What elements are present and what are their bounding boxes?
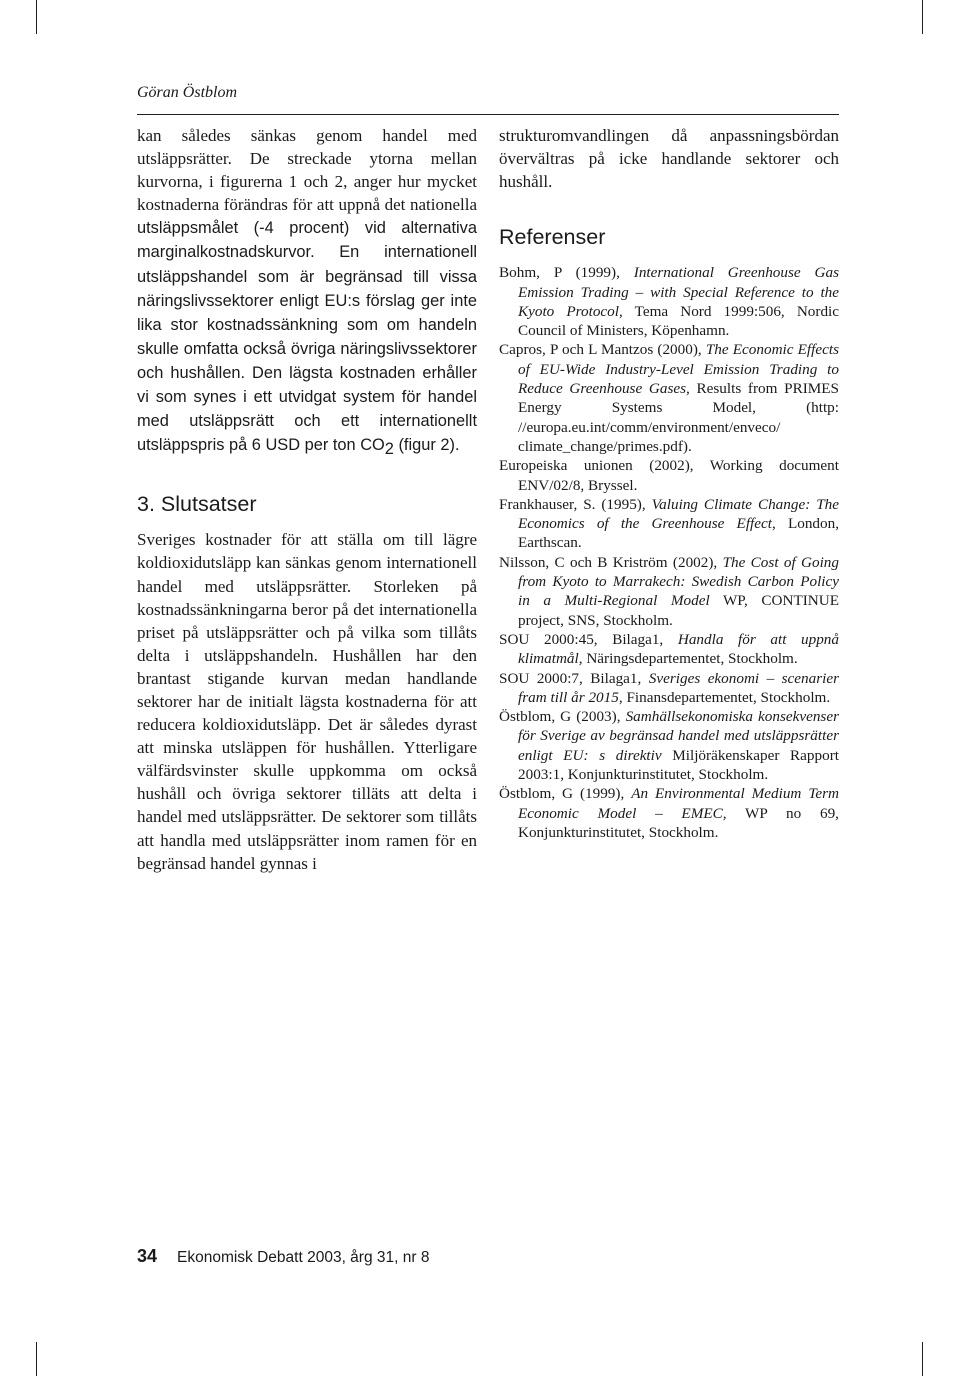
page-number: 34 bbox=[137, 1246, 158, 1266]
left-column bbox=[137, 124, 477, 875]
journal-footer: Ekonomisk Debatt 2003, årg 31, nr 8 bbox=[177, 1249, 430, 1266]
reference-item: Nilsson, C och B Kriström (2002), The Cost of Going from Kyoto to Marrakech: Swedish Carbon Policy in a Multi-Regional Model WP, CONTINUE project, SNS, Stockholm. bbox=[499, 553, 840, 629]
crop-mark-top-left bbox=[36, 0, 37, 34]
conclusions-paragraph: Sveriges kostnader för att ställa om till lägre koldioxidutsläpp kan sänkas genom internationell handel med utsläppsrätter. Storleken på kostnadssänkningarna beror på det internationella priset på utsläppsrätter och på vilka som tillåts delta i utsläppshandeln. Hushållen har den brantast stigande kurvan medan handlande sektorer har de initialt lägsta kostnaderna för att reducera koldioxidutsläpp. Det är således dyrast att minska utsläppen för hushållen. Ytterligare välfärdsvinster skulle uppkomma om också hushåll och övriga sektorer tilläts att delta i handel med utsläppsrätter. De sektorer som tillåts att handla med utsläppsrätter inom ramen för en begränsad handel gynnas i bbox=[137, 530, 477, 873]
intro-paragraph bbox=[137, 124, 477, 457]
intro-text-sans: utsläppsmålet (-4 procent) vid alternativa marginalkostnadskurvor. bbox=[137, 219, 477, 262]
reference-item: Europeiska unionen (2002), Working document ENV/02/8, Bryssel. bbox=[499, 457, 839, 494]
reference-item: Frankhauser, S. (1995), Valuing Climate Change: The Economics of the Greenhouse Effect, London, Earthscan. bbox=[499, 495, 840, 552]
intro-text-body: En internationell utsläppshandel som är begränsad till vissa näringslivssektorer enligt EU:s förslag ger inte lika stor kostnadssänkning som om handeln skulle omfatta också övriga näringslivssektorer och hushållen. Den lägsta kostnaden erhåller vi som synes i ett utvidgat system för handel med utsläppsrätt och ett internationellt utsläppspris på 6 USD per ton CO bbox=[137, 243, 478, 455]
reference-item: Bohm, P (1999), International Greenhouse Gas Emission Trading – with Special Reference to the Kyoto Protocol, Tema Nord 1999:506, Nordic Council of Ministers, Köpenhamn. bbox=[499, 264, 840, 340]
references-heading: Referenser bbox=[499, 225, 606, 250]
reference-item: Östblom, G (2003), Samhällsekonomiska konsekvenser för Sverige av begränsad handel med utsläppsrätter enligt EU: s direktiv Miljöräkenskaper Rapport 2003:1, Konjunkturinstitutet, Stockholm. bbox=[499, 708, 839, 783]
reference-list bbox=[499, 263, 839, 842]
crop-mark-bottom-left bbox=[36, 1342, 37, 1376]
right-column bbox=[499, 124, 839, 842]
reference-item: SOU 2000:45, Bilaga1, Handla för att uppnå klimatmål, Näringsdepartementet, Stockholm. bbox=[499, 630, 839, 668]
reference-item: SOU 2000:7, Bilaga1, Sveriges ekonomi – scenarier fram till år 2015, Finansdepartementet, Stockholm. bbox=[499, 669, 840, 706]
reference-item: Capros, P och L Mantzos (2000), The Economic Effects of EU-Wide Industry-Level Emission Trading to Reduce Greenhouse Gases, Results from PRIMES Energy Systems Model, (http: //europa.eu.int/comm/environment/enveco/ climate_change/primes.pdf). bbox=[499, 341, 839, 455]
running-header-author: Göran Östblom bbox=[137, 84, 238, 101]
intro-text-serif: kan således sänkas genom handel med utsläppsrätter. De streckade ytorna mellan kurvorna, i figurerna 1 och 2, anger hur mycket kostnaderna förändras för att uppnå det nationella bbox=[137, 126, 477, 215]
crop-mark-bottom-right bbox=[922, 1342, 923, 1376]
crop-mark-top-right bbox=[922, 0, 923, 34]
co2-subscript: 2 bbox=[384, 440, 394, 459]
intro-text-end: (figur 2). bbox=[393, 436, 460, 455]
continuation-paragraph: strukturomvandlingen då anpassningsbördan övervältras på icke handlande sektorer och hushåll. bbox=[499, 126, 839, 192]
reference-item: Östblom, G (1999), An Environmental Medium Term Economic Model – EMEC, WP no 69, Konjunkturinstitutet, Stockholm. bbox=[499, 785, 840, 841]
header-rule bbox=[137, 114, 839, 115]
section-heading-slutsatser: 3. Slutsatser bbox=[137, 492, 257, 517]
